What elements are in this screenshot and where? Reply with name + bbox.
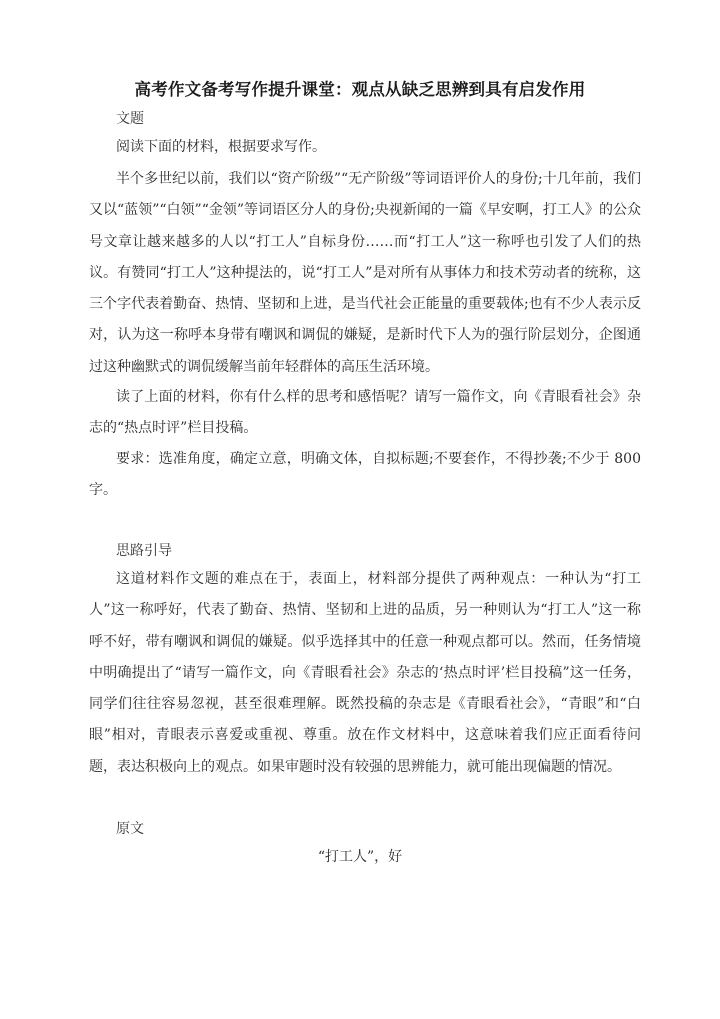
document-title: 高考作文备考写作提升课堂：观点从缺乏思辨到具有启发作用 — [134, 80, 586, 99]
topic-instruction: 阅读下面的材料，根据要求写作。 — [116, 139, 326, 155]
topic-task: 读了上面的材料，你有什么样的思考和感悟呢？请写一篇作文，向《青眼看社会》杂志的“热点时评”栏目投稿。 — [89, 389, 641, 437]
guide-label: 思路引导 — [116, 543, 172, 559]
topic-material: 半个多世纪以前，我们以“资产阶级”“无产阶级”等词语评价人的身份;十几年前，我们又以“蓝领”“白领”“金领”等词语区分人的身份;央视新闻的一篇《早安啊，打工人》的公众号文章让越来越多的人以“打工人”自标身份……而“打工人”这一称呼也引发了人们的热议。有赞同“打工人”这种提法的，说“打工人”是对所有从事体力和技术劳动者的统称，这三个字代表着勤奋、热情、坚韧和上进，是当代社会正能量的重要载体;也有不少人表示反对，认为这一称呼本身带有嘲讽和调侃的嫌疑，是新时代下人为的强行阶层划分，企图通过这种幽默式的调侃缓解当前年轻群体的高压生活环境。 — [89, 171, 641, 375]
guide-paragraph: 这道材料作文题的难点在于，表面上，材料部分提供了两种观点：一种认为“打工人”这一称呼好，代表了勤奋、热情、坚韧和上进的品质，另一种则认为“打工人”这一称呼不好，带有嘲讽和调侃的嫌疑。似乎选择其中的任意一种观点都可以。然而，任务情境中明确提出了“请写一篇作文，向《青眼看社会》杂志的‘热点时评’栏目投稿”这一任务，同学们往往容易忽视，甚至很难理解。既然投稿的杂志是《青眼看社会》，“青眼”和“白眼”相对，青眼表示喜爱或重视、尊重。放在作文材料中，这意味着我们应正面看待问题，表达积极向上的观点。如果审题时没有较强的思辨能力，就可能出现偏题的情况。 — [89, 571, 641, 775]
topic-label: 文题 — [116, 111, 144, 127]
original-label: 原文 — [116, 821, 144, 837]
essay-title: “打工人”，好 — [317, 849, 403, 865]
topic-requirements: 要求：选准角度，确定立意，明确文体，自拟标题;不要套作，不得抄袭;不少于 800 字。 — [89, 451, 641, 499]
